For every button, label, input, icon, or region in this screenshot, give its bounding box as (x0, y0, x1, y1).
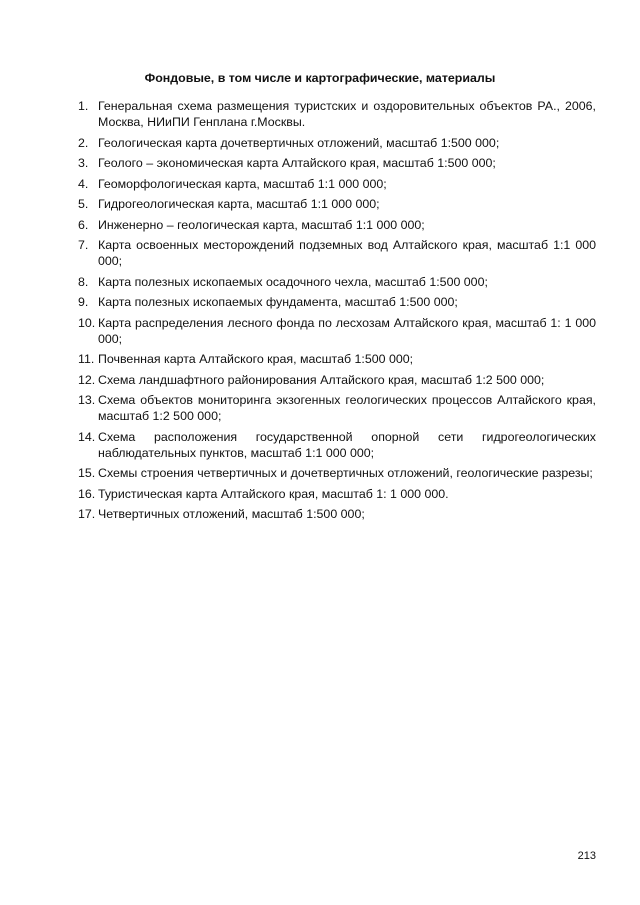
list-item-number: 5. (78, 197, 89, 211)
list-item-text: Карта освоенных месторождений подземных вод Алтайского края, масштаб 1:1 000 000; (98, 238, 596, 268)
list-item (78, 196, 596, 212)
list-item (78, 135, 596, 151)
list-item (78, 429, 596, 461)
list-item-text: Геоморфологическая карта, масштаб 1:1 000 000; (98, 176, 387, 191)
list-item-text: Туристическая карта Алтайского края, масштаб 1: 1 000 000. (98, 486, 449, 501)
page-title: Фондовые, в том числе и картографические, материалы (144, 71, 496, 85)
list-item-text: Схема объектов мониторинга экзогенных геологических процессов Алтайского края, масштаб 1:2 500 000; (98, 393, 596, 423)
list-item (78, 217, 596, 233)
list-item-text: Почвенная карта Алтайского края, масштаб 1:500 000; (98, 352, 414, 366)
materials-list (78, 98, 596, 527)
list-item (78, 176, 596, 192)
list-item-text: Схемы строения четвертичных и дочетвертичных отложений, геологические разрезы; (98, 466, 593, 480)
list-item (78, 351, 596, 367)
list-item (78, 486, 596, 502)
page-number: 213 (577, 850, 596, 862)
list-item-number: 14. (78, 429, 96, 444)
list-item-number: 17. (78, 507, 96, 521)
list-item-text: Генеральная схема размещения туристских и оздоровительных объектов РА., 2006, Москва, НИиПИ Генплана г.Москвы. (98, 99, 596, 129)
list-item-number: 3. (78, 156, 89, 170)
list-item-text: Карта полезных ископаемых фундамента, масштаб 1:500 000; (98, 295, 458, 309)
list-item (78, 315, 596, 347)
list-item (78, 274, 596, 290)
list-item-number: 7. (78, 238, 89, 252)
list-item-number: 10. (78, 315, 96, 330)
list-item-number: 4. (78, 176, 89, 191)
list-item-text: Геолого – экономическая карта Алтайского края, масштаб 1:500 000; (98, 156, 496, 170)
list-item-number: 13. (78, 393, 96, 407)
list-item-number: 8. (78, 274, 89, 289)
list-item-number: 6. (78, 217, 89, 232)
list-item-text: Инженерно – геологическая карта, масштаб 1:1 000 000; (98, 217, 425, 232)
list-item-number: 12. (78, 372, 96, 387)
list-item (78, 294, 596, 310)
list-item-number: 1. (78, 99, 89, 113)
list-item-text: Карта распределения лесного фонда по лесхозам Алтайского края, масштаб 1: 1 000 000; (98, 315, 596, 346)
list-item-text: Четвертичных отложений, масштаб 1:500 000; (98, 507, 365, 521)
list-item (78, 465, 596, 481)
list-item-text: Карта полезных ископаемых осадочного чехла, масштаб 1:500 000; (98, 274, 488, 289)
list-item (78, 506, 596, 522)
list-item (78, 392, 596, 424)
list-item-number: 9. (78, 295, 89, 309)
list-item-text: Схема ландшафтного районирования Алтайского края, масштаб 1:2 500 000; (98, 372, 545, 387)
list-item (78, 98, 596, 130)
list-item-number: 11. (78, 352, 95, 366)
list-item-text: Схема расположения государственной опорной сети гидрогеологических наблюдательных пунктов, масштаб 1:1 000 000; (98, 429, 596, 460)
list-item-number: 15. (78, 466, 96, 480)
list-item (78, 155, 596, 171)
list-item-text: Геологическая карта дочетвертичных отложений, масштаб 1:500 000; (98, 135, 500, 150)
list-item-number: 16. (78, 486, 96, 501)
list-item (78, 372, 596, 388)
list-item-number: 2. (78, 135, 89, 150)
list-item-text: Гидрогеологическая карта, масштаб 1:1 000 000; (98, 197, 380, 211)
list-item (78, 237, 596, 269)
